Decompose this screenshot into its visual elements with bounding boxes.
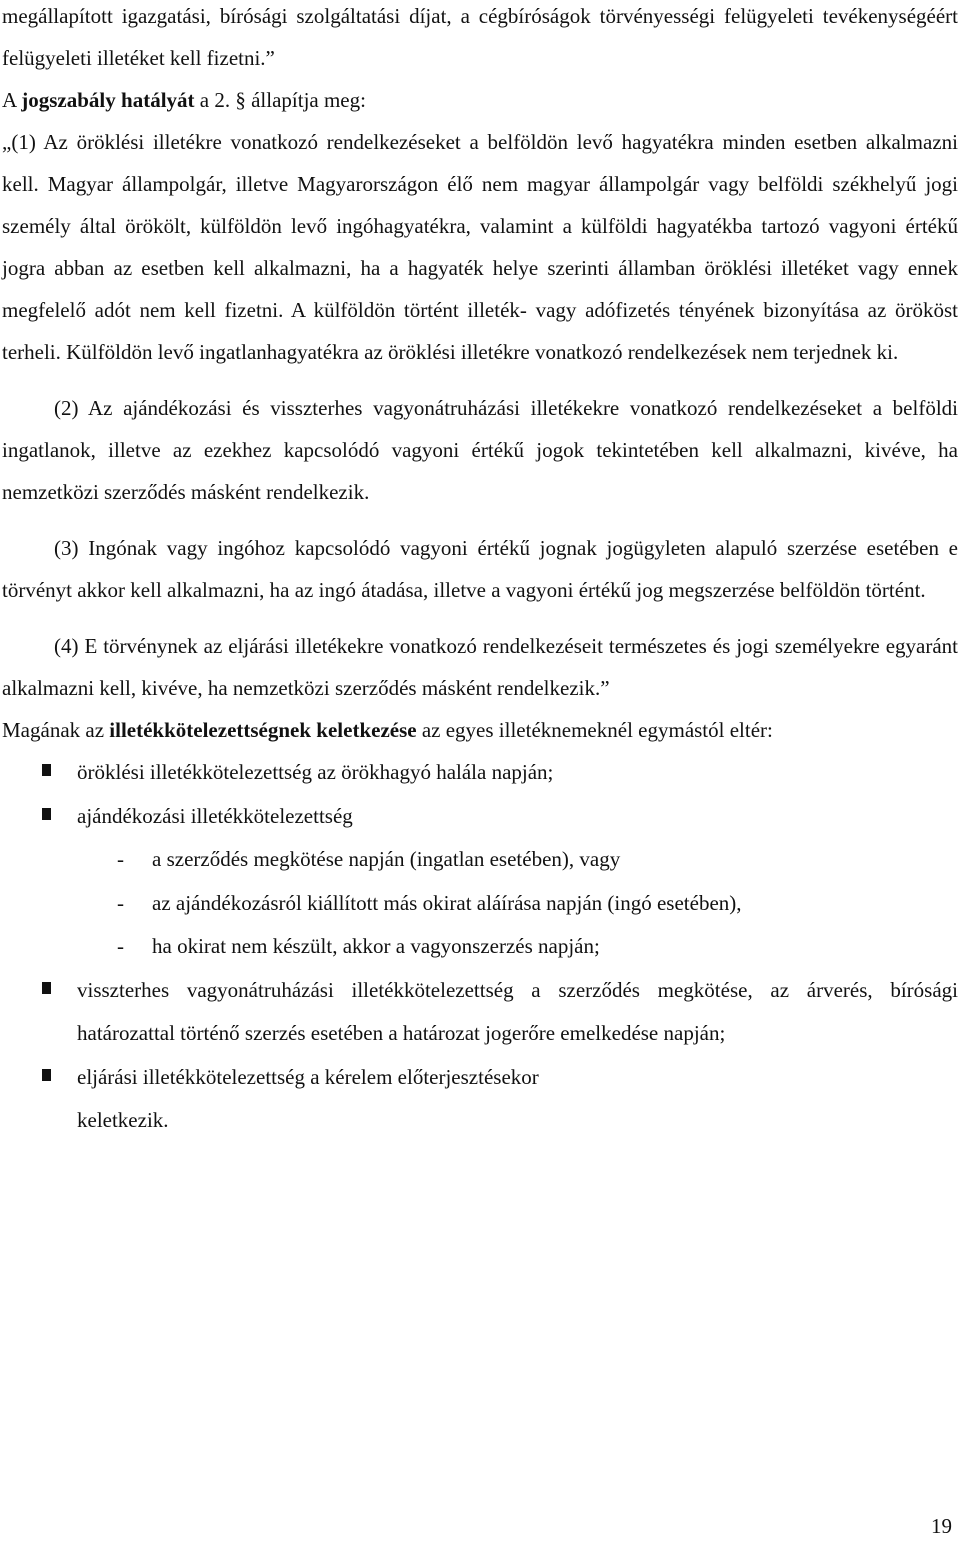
dash-marker: - (117, 847, 124, 871)
square-bullet-icon (42, 764, 51, 776)
effect-bold-text: jogszabály hatályát (21, 88, 195, 112)
obligation-list (2, 751, 958, 838)
list-item-text: öröklési illetékkötelezettség az örökhagyó halála napján; (77, 760, 554, 784)
list-item (2, 1056, 958, 1100)
sub-list-item (2, 838, 958, 882)
document-body (2, 0, 958, 1143)
paragraph-3: (3) Ingónak vagy ingóhoz kapcsolódó vagyoni értékű jognak jogügyleten alapuló szerzése esetében e törvényt akkor kell alkalmazni, ha az ingó átadása, illetve a vagyoni értékű jog megszerzése belföldön történt. (2, 536, 958, 602)
closing-text: keletkezik. (77, 1108, 169, 1132)
obligation-intro (2, 709, 958, 751)
gift-sub-list (2, 838, 958, 969)
intro-paragraph: megállapított igazgatási, bírósági szolgáltatási díjat, a cégbíróságok törvényességi felügyeleti tevékenységéért felügyeleti illetéket kell fizetni.” (2, 4, 958, 70)
effect-suffix: a 2. § állapítja meg: (194, 88, 366, 112)
dash-marker: - (117, 934, 124, 958)
page-number: 19 (931, 1514, 952, 1538)
list-item-text: eljárási illetékkötelezettség a kérelem előterjesztésekor (77, 1064, 539, 1089)
sub-list-item-text: ha okirat nem készült, akkor a vagyonszerzés napján; (152, 934, 600, 958)
square-bullet-icon (42, 808, 51, 820)
obligation-list-continued (2, 969, 958, 1143)
list-item (2, 751, 958, 795)
list-item-text: ajándékozási illetékkötelezettség (77, 803, 353, 828)
list-item (2, 795, 958, 839)
obligation-prefix: Magának az (2, 718, 110, 742)
paragraph-4: (4) E törvénynek az eljárási illetékekre vonatkozó rendelkezéseit természetes és jogi személyekre egyaránt alkalmazni kell, kivéve, ha nemzetközi szerződés másként rendelkezik.” (2, 634, 958, 700)
paragraph-2: (2) Az ajándékozási és visszterhes vagyonátruházási illetékekre vonatkozó rendelkezéseket a belföldi ingatlanok, illetve az ezekhez kapcsolódó vagyoni értékű jogok tekintetében kell alkalmazni, kivéve, ha nemzetközi szerződés másként rendelkezik. (2, 396, 958, 504)
list-item (2, 969, 958, 1056)
closing-line (2, 1099, 958, 1143)
sub-list-item (2, 882, 958, 926)
sub-list-item (2, 925, 958, 969)
dash-marker: - (117, 890, 124, 915)
list-item-text: visszterhes vagyonátruházási illetékkötelezettség a szerződés megkötése, az árverés, bírósági határozattal történő szerzés esetében a határozat jogerőre emelkedése napján; (77, 977, 958, 1045)
effect-prefix: A (2, 88, 22, 112)
sub-list-item-text: a szerződés megkötése napján (ingatlan esetében), vagy (152, 847, 621, 871)
paragraph-1: „(1) Az öröklési illetékre vonatkozó rendelkezéseket a belföldön levő hagyatékra minden esetben alkalmazni kell. Magyar állampolgár, illetve Magyarországon élő nem magyar állampolgár vagy belföldi székhelyű jogi személy által örökölt, külföldön levő ingóhagyatékra, valamint a külföldi hagyatékba tartozó vagyoni értékű jogra abban az esetben kell alkalmazni, ha a hagyaték helye szerinti államban öröklési illetéket vagy ennek megfelelő adót nem kell fizetni. A külföldön történt illeték- vagy adófizetés tényének bizonyítása az örököst terheli. Külföldön levő ingatlanhagyatékra az öröklési illetékre vonatkozó rendelkezések nem terjednek ki. (2, 130, 958, 364)
square-bullet-icon (42, 982, 51, 994)
obligation-bold-text: illetékkötelezettségnek keletkezése (109, 718, 417, 742)
obligation-suffix: az egyes illetéknemeknél egymástól eltér: (416, 718, 773, 742)
sub-list-item-text: az ajándékozásról kiállított más okirat aláírása napján (ingó esetében), (152, 890, 742, 915)
effect-line (2, 79, 958, 121)
square-bullet-icon (42, 1069, 51, 1081)
